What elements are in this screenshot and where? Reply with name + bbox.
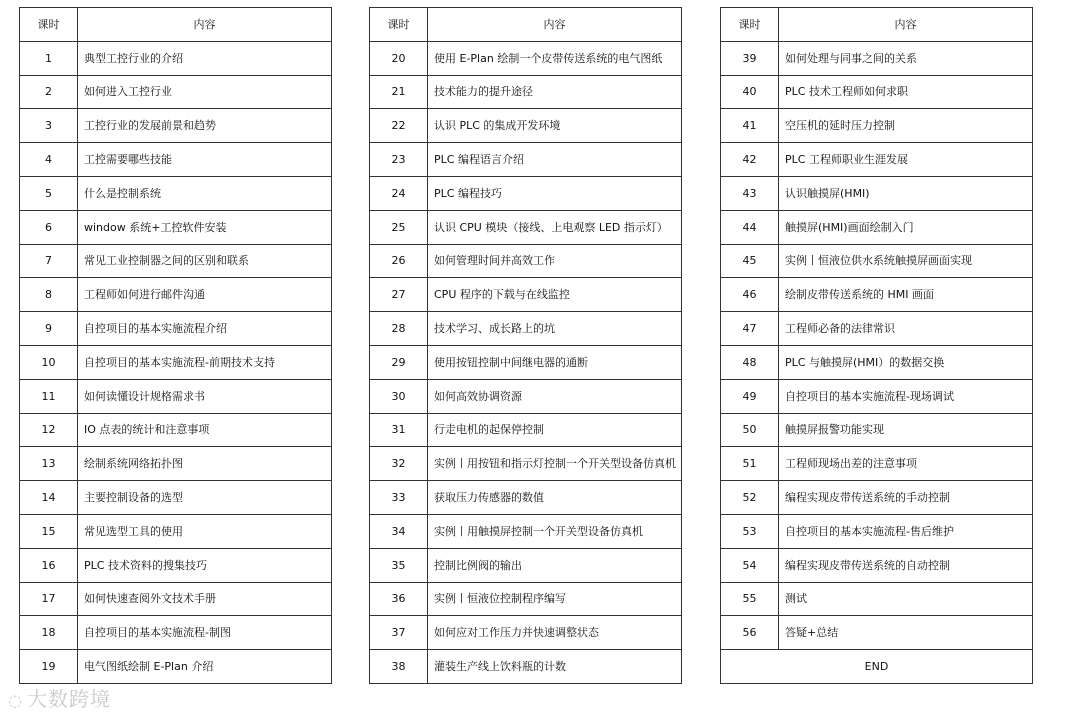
table-row (721, 210, 1033, 244)
content-cell: 电气图纸绘制 E-Plan 介绍 (78, 650, 332, 684)
period-cell: 32 (370, 447, 428, 481)
table-row (20, 650, 332, 684)
content-cell: 什么是控制系统 (78, 176, 332, 210)
content-cell: 自控项目的基本实施流程-前期技术支持 (78, 345, 332, 379)
content-cell: 空压机的延时压力控制 (779, 109, 1033, 143)
table-row (721, 41, 1033, 75)
period-cell: 44 (721, 210, 779, 244)
table-row (370, 616, 682, 650)
period-cell: 26 (370, 244, 428, 278)
content-cell: 使用 E-Plan 绘制一个皮带传送系统的电气图纸 (428, 41, 682, 75)
period-cell: 27 (370, 278, 428, 312)
content-cell: 工程师现场出差的注意事项 (779, 447, 1033, 481)
header-period: 课时 (370, 8, 428, 42)
period-cell: 36 (370, 582, 428, 616)
table-row (721, 278, 1033, 312)
content-cell: 自控项目的基本实施流程介绍 (78, 312, 332, 346)
table-row (721, 244, 1033, 278)
table-row (20, 41, 332, 75)
table-row (370, 582, 682, 616)
table-row (20, 481, 332, 515)
content-cell: 触摸屏(HMI)画面绘制入门 (779, 210, 1033, 244)
header-content: 内容 (78, 8, 332, 42)
period-cell: 5 (20, 176, 78, 210)
content-cell: 认识触摸屏(HMI) (779, 176, 1033, 210)
period-cell: 33 (370, 481, 428, 515)
table-row (20, 447, 332, 481)
table-row (20, 582, 332, 616)
table-row (370, 75, 682, 109)
content-cell: 绘制系统网络拓扑图 (78, 447, 332, 481)
content-cell: 如何快速查阅外文技术手册 (78, 582, 332, 616)
period-cell: 50 (721, 413, 779, 447)
period-cell: 4 (20, 143, 78, 177)
content-cell: CPU 程序的下载与在线监控 (428, 278, 682, 312)
content-cell: 工程师如何进行邮件沟通 (78, 278, 332, 312)
period-cell: 8 (20, 278, 78, 312)
table-row (20, 514, 332, 548)
watermark-text: 大数跨境 (26, 687, 111, 711)
period-cell: 40 (721, 75, 779, 109)
period-cell: 3 (20, 109, 78, 143)
table-row (721, 413, 1033, 447)
content-cell: 认识 PLC 的集成开发环境 (428, 109, 682, 143)
table-header-row (721, 8, 1033, 42)
period-cell: 29 (370, 345, 428, 379)
content-cell: PLC 编程技巧 (428, 176, 682, 210)
course-table-1 (19, 7, 332, 684)
content-cell: 触摸屏报警功能实现 (779, 413, 1033, 447)
content-cell: 控制比例阀的输出 (428, 548, 682, 582)
period-cell: 38 (370, 650, 428, 684)
watermark (8, 683, 111, 712)
content-cell: 自控项目的基本实施流程-现场调试 (779, 379, 1033, 413)
header-period: 课时 (721, 8, 779, 42)
content-cell: 常见工业控制器之间的区别和联系 (78, 244, 332, 278)
content-cell: PLC 技术资料的搜集技巧 (78, 548, 332, 582)
content-cell: 如何应对工作压力并快速调整状态 (428, 616, 682, 650)
table-row (721, 582, 1033, 616)
content-cell: 使用按钮控制中间继电器的通断 (428, 345, 682, 379)
table-row (370, 41, 682, 75)
period-cell: 45 (721, 244, 779, 278)
content-cell: 认识 CPU 模块（接线、上电观察 LED 指示灯） (428, 210, 682, 244)
table-row (20, 345, 332, 379)
course-table-3 (720, 7, 1033, 684)
table-row (370, 379, 682, 413)
table-row (20, 210, 332, 244)
content-cell: 实例丨用触摸屏控制一个开关型设备仿真机 (428, 514, 682, 548)
table-row (721, 548, 1033, 582)
table-row (370, 447, 682, 481)
period-cell: 2 (20, 75, 78, 109)
table-header-row (370, 8, 682, 42)
header-content: 内容 (779, 8, 1033, 42)
content-cell: 如何处理与同事之间的关系 (779, 41, 1033, 75)
period-cell: 23 (370, 143, 428, 177)
content-cell: 自控项目的基本实施流程-制图 (78, 616, 332, 650)
period-cell: 56 (721, 616, 779, 650)
table-row (20, 413, 332, 447)
table-row (370, 312, 682, 346)
table-row (370, 650, 682, 684)
content-cell: PLC 工程师职业生涯发展 (779, 143, 1033, 177)
table-row (370, 345, 682, 379)
table-row (370, 176, 682, 210)
period-cell: 41 (721, 109, 779, 143)
table-row (20, 312, 332, 346)
header-period: 课时 (20, 8, 78, 42)
content-cell: 常见选型工具的使用 (78, 514, 332, 548)
end-row (721, 650, 1033, 684)
table-row (721, 312, 1033, 346)
content-cell: 技术学习、成长路上的坑 (428, 312, 682, 346)
table-row (370, 548, 682, 582)
content-cell: IO 点表的统计和注意事项 (78, 413, 332, 447)
content-cell: 如何高效协调资源 (428, 379, 682, 413)
content-cell: 实例丨恒液位供水系统触摸屏画面实现 (779, 244, 1033, 278)
period-cell: 48 (721, 345, 779, 379)
content-cell: 技术能力的提升途径 (428, 75, 682, 109)
period-cell: 49 (721, 379, 779, 413)
table-row (20, 548, 332, 582)
period-cell: 18 (20, 616, 78, 650)
period-cell: 10 (20, 345, 78, 379)
content-cell: 工控行业的发展前景和趋势 (78, 109, 332, 143)
period-cell: 43 (721, 176, 779, 210)
period-cell: 11 (20, 379, 78, 413)
content-cell: 答疑+总结 (779, 616, 1033, 650)
content-cell: window 系统+工控软件安装 (78, 210, 332, 244)
period-cell: 12 (20, 413, 78, 447)
period-cell: 9 (20, 312, 78, 346)
table-row (721, 447, 1033, 481)
table-row (20, 143, 332, 177)
content-cell: 如何读懂设计规格需求书 (78, 379, 332, 413)
content-cell: 实例丨用按钮和指示灯控制一个开关型设备仿真机 (428, 447, 682, 481)
table-row (370, 244, 682, 278)
period-cell: 19 (20, 650, 78, 684)
content-cell: 获取压力传感器的数值 (428, 481, 682, 515)
course-table-2 (369, 7, 682, 684)
table-row (370, 481, 682, 515)
period-cell: 13 (20, 447, 78, 481)
bubble-logo-icon: ◌ (8, 691, 23, 710)
period-cell: 53 (721, 514, 779, 548)
period-cell: 34 (370, 514, 428, 548)
table-row (370, 210, 682, 244)
content-cell: PLC 技术工程师如何求职 (779, 75, 1033, 109)
content-cell: 灌装生产线上饮料瓶的计数 (428, 650, 682, 684)
period-cell: 51 (721, 447, 779, 481)
period-cell: 42 (721, 143, 779, 177)
period-cell: 14 (20, 481, 78, 515)
period-cell: 31 (370, 413, 428, 447)
period-cell: 55 (721, 582, 779, 616)
period-cell: 6 (20, 210, 78, 244)
end-cell: END (721, 650, 1033, 684)
period-cell: 30 (370, 379, 428, 413)
header-content: 内容 (428, 8, 682, 42)
content-cell: PLC 与触摸屏(HMI）的数据交换 (779, 345, 1033, 379)
period-cell: 22 (370, 109, 428, 143)
content-cell: 编程实现皮带传送系统的手动控制 (779, 481, 1033, 515)
table-row (20, 244, 332, 278)
content-cell: 绘制皮带传送系统的 HMI 画面 (779, 278, 1033, 312)
content-cell: 自控项目的基本实施流程-售后维护 (779, 514, 1033, 548)
table-row (721, 379, 1033, 413)
period-cell: 35 (370, 548, 428, 582)
table-row (721, 75, 1033, 109)
table-row (370, 278, 682, 312)
table-row (20, 379, 332, 413)
period-cell: 21 (370, 75, 428, 109)
table-row (20, 75, 332, 109)
period-cell: 54 (721, 548, 779, 582)
content-cell: 主要控制设备的选型 (78, 481, 332, 515)
period-cell: 37 (370, 616, 428, 650)
table-row (721, 481, 1033, 515)
period-cell: 15 (20, 514, 78, 548)
table-row (20, 176, 332, 210)
content-cell: 实例丨恒液位控制程序编写 (428, 582, 682, 616)
period-cell: 39 (721, 41, 779, 75)
table-row (721, 176, 1033, 210)
period-cell: 1 (20, 41, 78, 75)
table-row (370, 514, 682, 548)
content-cell: 如何进入工控行业 (78, 75, 332, 109)
period-cell: 28 (370, 312, 428, 346)
content-cell: 如何管理时间并高效工作 (428, 244, 682, 278)
table-row (721, 109, 1033, 143)
period-cell: 7 (20, 244, 78, 278)
content-cell: 工程师必备的法律常识 (779, 312, 1033, 346)
table-row (20, 109, 332, 143)
table-row (721, 616, 1033, 650)
content-cell: 测试 (779, 582, 1033, 616)
period-cell: 25 (370, 210, 428, 244)
content-cell: 工控需要哪些技能 (78, 143, 332, 177)
period-cell: 46 (721, 278, 779, 312)
period-cell: 47 (721, 312, 779, 346)
period-cell: 16 (20, 548, 78, 582)
content-cell: PLC 编程语言介绍 (428, 143, 682, 177)
table-row (721, 514, 1033, 548)
table-row (370, 413, 682, 447)
period-cell: 24 (370, 176, 428, 210)
period-cell: 17 (20, 582, 78, 616)
table-row (20, 278, 332, 312)
content-cell: 编程实现皮带传送系统的自动控制 (779, 548, 1033, 582)
table-row (370, 143, 682, 177)
period-cell: 52 (721, 481, 779, 515)
content-cell: 典型工控行业的介绍 (78, 41, 332, 75)
table-row (721, 143, 1033, 177)
table-row (370, 109, 682, 143)
table-row (20, 616, 332, 650)
period-cell: 20 (370, 41, 428, 75)
table-header-row (20, 8, 332, 42)
table-row (721, 345, 1033, 379)
content-cell: 行走电机的起保停控制 (428, 413, 682, 447)
